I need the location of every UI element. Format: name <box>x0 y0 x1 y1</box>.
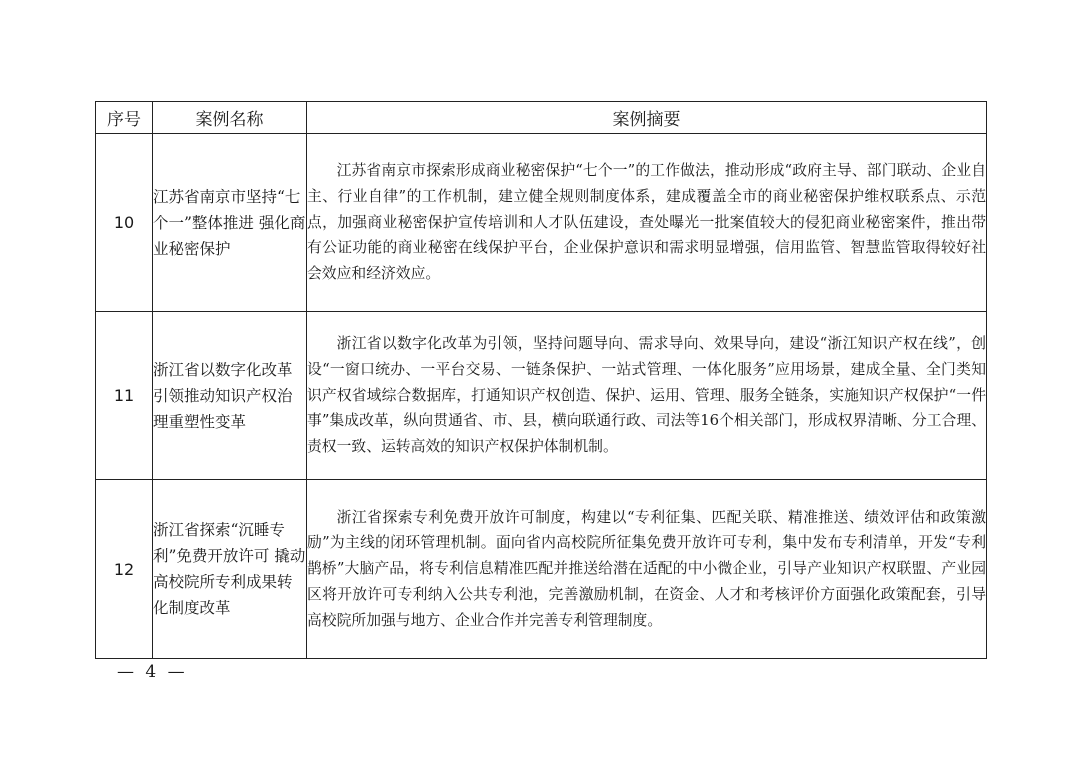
case-table <box>95 101 987 659</box>
table-row <box>96 134 987 312</box>
row-number: 12 <box>96 480 153 659</box>
table-row <box>96 312 987 480</box>
row-number: 11 <box>96 312 153 480</box>
case-name: 江苏省南京市坚持“七个一”整体推进 强化商业秘密保护 <box>153 134 307 312</box>
summary-text: 浙江省以数字化改革为引领，坚持问题导向、需求导向、效果导向，建设“浙江知识产权在线”，创设“一窗口统办、一平台交易、一链条保护、一站式管理、一体化服务”应用场景，建成全量、全门类知识产权省域综合数据库，打通知识产权创造、保护、运用、管理、服务全链条，实施知识产权保护“一件事”集成改革，纵向贯通省、市、县，横向联通行政、司法等16个相关部门，形成权界清晰、分工合理、责权一致、运转高效的知识产权保护体制机制。 <box>307 335 986 456</box>
header-case-name: 案例名称 <box>153 102 307 134</box>
case-summary <box>307 312 987 480</box>
table-row <box>96 480 987 659</box>
page-number: — 4 — <box>117 662 188 682</box>
header-number: 序号 <box>96 102 153 134</box>
header-case-summary: 案例摘要 <box>307 102 987 134</box>
table-header-row <box>96 102 987 134</box>
case-name: 浙江省以数字化改革引领推动知识产权治理重塑性变革 <box>153 312 307 480</box>
case-name: 浙江省探索“沉睡专利”免费开放许可 撬动高校院所专利成果转化制度改革 <box>153 480 307 659</box>
summary-text: 江苏省南京市探索形成商业秘密保护“七个一”的工作做法，推动形成“政府主导、部门联动、企业自主、行业自律”的工作机制，建立健全规则制度体系，建成覆盖全市的商业秘密保护维权联系点、示范点，加强商业秘密保护宣传培训和人才队伍建设，查处曝光一批案值较大的侵犯商业秘密案件，推出带有公证功能的商业秘密在线保护平台，企业保护意识和需求明显增强，信用监管、智慧监管取得较好社会效应和经济效应。 <box>307 162 986 283</box>
case-summary <box>307 480 987 659</box>
summary-text: 浙江省探索专利免费开放许可制度，构建以“专利征集、匹配关联、精准推送、绩效评估和政策激励”为主线的闭环管理机制。面向省内高校院所征集免费开放许可专利，集中发布专利清单，开发“专利鹊桥”大脑产品，将专利信息精准匹配并推送给潜在适配的中小微企业，引导产业知识产权联盟、产业园区将开放许可专利纳入公共专利池，完善激励机制，在资金、人才和考核评价方面强化政策配套，引导高校院所加强与地方、企业合作并完善专利管理制度。 <box>307 508 986 629</box>
row-number: 10 <box>96 134 153 312</box>
case-summary <box>307 134 987 312</box>
